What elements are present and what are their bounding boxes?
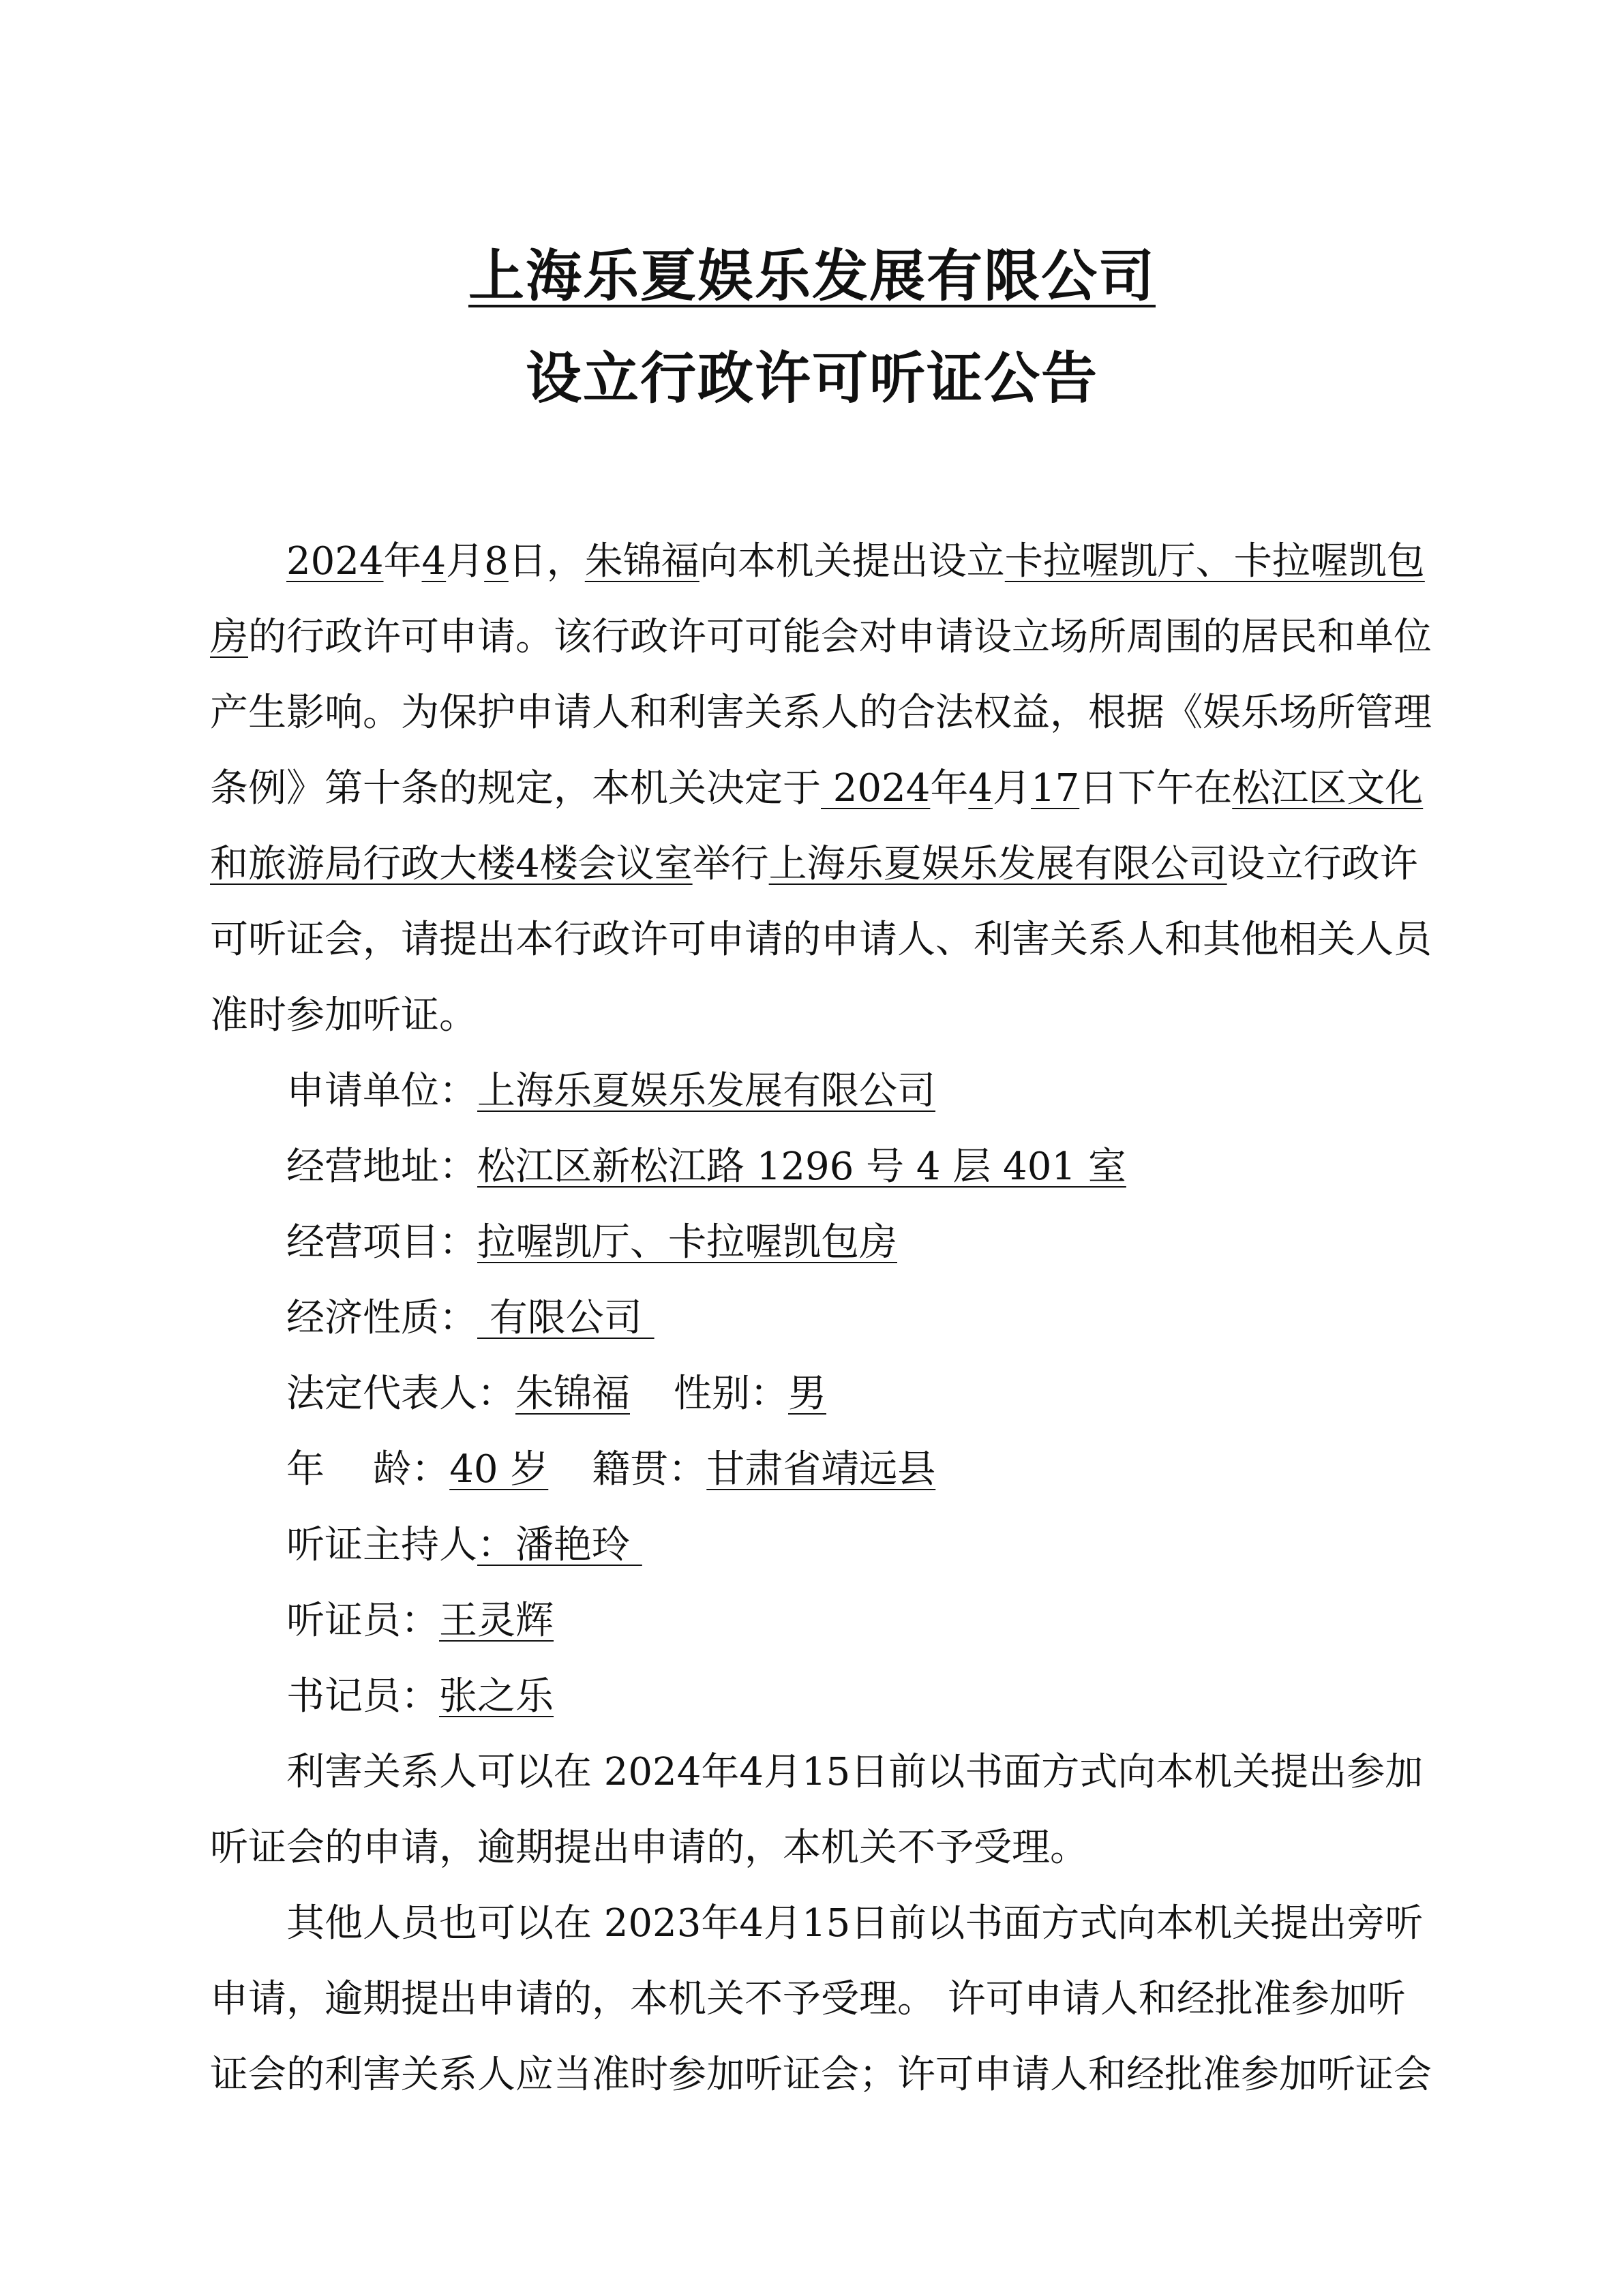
paragraph1-line3 [210, 675, 1432, 751]
paragraph1-line5 [210, 826, 1421, 902]
text-span: 书记员： [286, 1674, 439, 1719]
text-span: 申请单位： [286, 1069, 477, 1113]
text-span: 准时参加听证。 [210, 993, 477, 1038]
text-span: 2024 [286, 539, 384, 584]
text-span: 2024 [821, 766, 931, 811]
hearing-company: 上海乐夏娱乐发展有限公司 [768, 842, 1227, 886]
field-project [210, 1205, 1421, 1280]
text-span: 上海乐夏娱乐发展有限公司 [477, 1069, 935, 1113]
document-title-line1 [0, 232, 1624, 312]
field-applicant [210, 1053, 1421, 1129]
document-title-line2: 设立行政许可听证公告 [525, 346, 1098, 411]
field-clerk [210, 1659, 1421, 1734]
text-span: 张之乐 [439, 1674, 554, 1719]
text-span: 有限公司 [477, 1296, 655, 1340]
text-span: 向本机关提出设立 [699, 539, 1005, 584]
paragraph1-line6 [210, 902, 1432, 978]
text-span: 设立行政许 [1227, 842, 1418, 886]
field-hearing-officer [210, 1583, 1421, 1659]
paragraph1-line1 [210, 524, 1425, 599]
text-span: 朱锦福 [515, 1372, 630, 1416]
text-span: 日下午在 [1079, 766, 1233, 811]
text-span: 条例》第十条的规定，本机关决定于 [210, 766, 821, 811]
field-legal-representative [210, 1356, 1421, 1432]
text-span: 经营地址： [286, 1145, 477, 1189]
text-span: 4 [968, 766, 993, 811]
field-age-origin [210, 1432, 1421, 1507]
text-span: 年 [383, 539, 422, 584]
field-address [210, 1129, 1421, 1205]
text-span: 甘肃省靖远县 [706, 1447, 936, 1492]
text-span: 17 [1030, 766, 1080, 811]
paragraph2-line1: 利害关系人可以在 2024年4月15日前以书面方式向本机关提出参加 [286, 1750, 1424, 1794]
text-span: 可听证会，请提出本行政许可申请的申请人、利害关系人和其他相关人员 [210, 918, 1432, 962]
document-title-company: 上海乐夏娱乐发展有限公司 [468, 244, 1156, 309]
paragraph1-line4 [210, 751, 1424, 826]
text-span: 8 [484, 539, 509, 584]
text-span: 房 [210, 615, 248, 659]
notice-body [210, 524, 1432, 2113]
text-span: 经营项目： [286, 1220, 477, 1265]
text-span: 的行政许可申请。该行政许可可能会对申请设立场所周围的居民和单位 [248, 615, 1432, 659]
paragraph3-line2: 申请，逾期提出申请的，本机关不予受理。 许可申请人和经批准参加听 [210, 1977, 1406, 2021]
text-span: 月 [992, 766, 1031, 811]
text-span: 40 岁 [449, 1447, 549, 1492]
field-nature [210, 1280, 1421, 1356]
field-host [210, 1507, 1421, 1583]
paragraph3-line1: 其他人员也可以在 2023年4月15日前以书面方式向本机关提出旁听 [286, 1901, 1424, 1946]
text-span: 年 [930, 766, 969, 811]
text-span: 籍贯： [592, 1447, 707, 1492]
hearing-place: 松江区文化 [1232, 766, 1424, 811]
text-span: 产生影响。为保护申请人和利害关系人的合法权益，根据《娱乐场所管理 [210, 691, 1432, 735]
text-span: 和旅游局行政大楼4楼会议室 [210, 842, 693, 886]
text-span: 经济性质： [286, 1296, 477, 1340]
paragraph3-line3: 证会的利害关系人应当准时参加听证会；许可申请人和经批准参加听证会 [210, 2053, 1432, 2097]
text-span: 年 龄： [286, 1447, 450, 1492]
text-span: 4 [421, 539, 447, 584]
paragraph2-line2: 听证会的申请，逾期提出申请的，本机关不予受理。 [210, 1826, 1088, 1870]
text-span: 法定代表人： [286, 1372, 515, 1416]
text-span: 性别： [674, 1372, 788, 1416]
text-span: 松江区新松江路 1296 号 4 层 401 室 [477, 1145, 1126, 1189]
text-span: ：潘艳玲 [477, 1523, 642, 1567]
text-span: 月 [446, 539, 485, 584]
text-span: 听证员： [286, 1599, 439, 1643]
text-span: 举行 [692, 842, 769, 886]
applicant-person: 朱锦福 [584, 539, 700, 584]
paragraph1-line7 [210, 978, 1421, 1053]
text-span: 王灵辉 [439, 1599, 554, 1643]
text-span: 日， [508, 539, 585, 584]
text-span: 拉喔凯厅、卡拉喔凯包房 [477, 1220, 897, 1265]
venue-type: 卡拉喔凯厅、卡拉喔凯包 [1004, 539, 1425, 584]
paragraph1-line2 [210, 599, 1432, 675]
text-span: 听证主持人 [286, 1523, 477, 1567]
text-span: 男 [788, 1372, 826, 1416]
